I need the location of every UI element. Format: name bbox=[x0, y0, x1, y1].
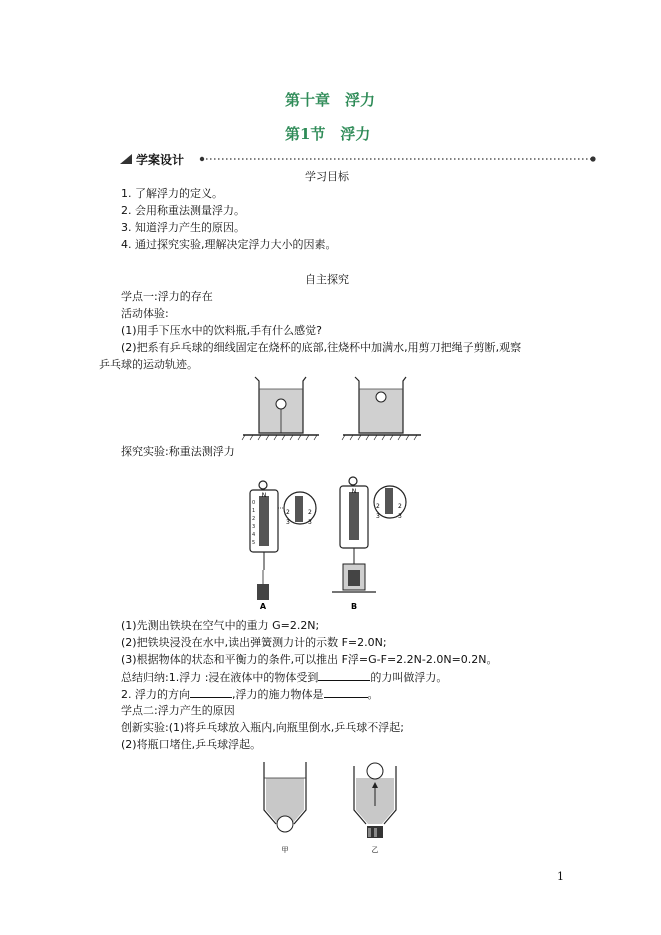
svg-text:0: 0 bbox=[252, 500, 256, 506]
figure-label-b: B bbox=[350, 602, 358, 611]
svg-text:2: 2 bbox=[252, 516, 256, 522]
figure-label-a: A bbox=[259, 602, 267, 611]
innovation-line-1: 创新实验:(1)将乒乓球放入瓶内,向瓶里倒水,乒乓球不浮起; bbox=[121, 721, 404, 734]
summary-2-mid: ,浮力的施力物体是 bbox=[232, 688, 324, 701]
svg-text:2: 2 bbox=[398, 503, 402, 510]
svg-text:5: 5 bbox=[252, 540, 256, 546]
svg-text:3: 3 bbox=[252, 524, 256, 530]
beakers-figure bbox=[243, 375, 423, 441]
figure-label-yi: 乙 bbox=[371, 846, 379, 854]
scale-a bbox=[250, 481, 316, 600]
experiment-title: 探究实验:称重法测浮力 bbox=[121, 445, 235, 458]
svg-text:1: 1 bbox=[252, 508, 256, 514]
bottles-figure bbox=[258, 762, 408, 854]
summary-2 bbox=[121, 687, 379, 702]
answer-blank[interactable] bbox=[318, 670, 370, 681]
banner-rule bbox=[118, 151, 598, 167]
explore-heading: 自主探究 bbox=[305, 273, 349, 286]
page-number: 1 bbox=[557, 870, 564, 883]
answer-blank[interactable] bbox=[324, 687, 368, 698]
section-title: 第1节 浮力 bbox=[285, 125, 371, 143]
goal-item: 3. 知道浮力产生的原因。 bbox=[121, 221, 245, 234]
bottle-jia bbox=[264, 762, 306, 832]
scale-b bbox=[332, 477, 406, 592]
summary-1-end: 的力叫做浮力。 bbox=[370, 671, 448, 684]
chapter-title: 第十章 浮力 bbox=[285, 91, 376, 109]
svg-text:3: 3 bbox=[398, 513, 402, 520]
svg-text:2: 2 bbox=[376, 503, 380, 510]
section-banner bbox=[118, 151, 598, 167]
svg-text:3: 3 bbox=[308, 519, 312, 526]
svg-text:N: N bbox=[261, 492, 267, 499]
beaker-left bbox=[242, 377, 319, 440]
summary-2-end: 。 bbox=[367, 688, 379, 701]
step-1: (1)先测出铁块在空气中的重力 G=2.2N; bbox=[121, 619, 320, 632]
question-2-line-2: 乒乓球的运动轨迹。 bbox=[99, 358, 198, 371]
activity-label: 活动体验: bbox=[121, 307, 169, 320]
goals-heading: 学习目标 bbox=[305, 170, 349, 183]
banner-triangle-icon bbox=[120, 154, 132, 164]
goal-item: 4. 通过探究实验,理解决定浮力大小的因素。 bbox=[121, 238, 337, 251]
beaker-right bbox=[342, 377, 421, 440]
spring-scale-figure bbox=[240, 478, 420, 610]
svg-text:2: 2 bbox=[286, 509, 290, 516]
goal-item: 2. 会用称重法测量浮力。 bbox=[121, 204, 245, 217]
summary-1 bbox=[121, 670, 447, 685]
banner-label: 学案设计 bbox=[136, 153, 185, 167]
point-two-title: 学点二:浮力产生的原因 bbox=[121, 704, 235, 717]
svg-text:3: 3 bbox=[286, 519, 290, 526]
question-2-line-1: (2)把系有乒乓球的细线固定在烧杯的底部,往烧杯中加满水,用剪刀把绳子剪断,观察 bbox=[121, 341, 522, 354]
goal-item: 1. 了解浮力的定义。 bbox=[121, 187, 223, 200]
figure-label-jia: 甲 bbox=[281, 846, 289, 854]
point-one-title: 学点一:浮力的存在 bbox=[121, 290, 213, 303]
step-2: (2)把铁块浸没在水中,读出弹簧测力计的示数 F=2.0N; bbox=[121, 636, 387, 649]
svg-text:4: 4 bbox=[252, 532, 256, 538]
summary-2-start: 2. 浮力的方向 bbox=[121, 688, 190, 701]
summary-1-start: 总结归纳:1.浮力 :浸在液体中的物体受到 bbox=[121, 671, 319, 684]
answer-blank[interactable] bbox=[190, 687, 232, 698]
bottle-yi bbox=[354, 763, 396, 838]
svg-text:2: 2 bbox=[308, 509, 312, 516]
svg-text:3: 3 bbox=[376, 513, 380, 520]
innovation-line-2: (2)将瓶口堵住,乒乓球浮起。 bbox=[121, 738, 262, 751]
question-1: (1)用手下压水中的饮料瓶,手有什么感觉? bbox=[121, 324, 322, 337]
svg-text:N: N bbox=[351, 488, 357, 495]
step-3: (3)根据物体的状态和平衡力的条件,可以推出 F浮=G-F=2.2N-2.0N=0.2N。 bbox=[121, 653, 498, 666]
